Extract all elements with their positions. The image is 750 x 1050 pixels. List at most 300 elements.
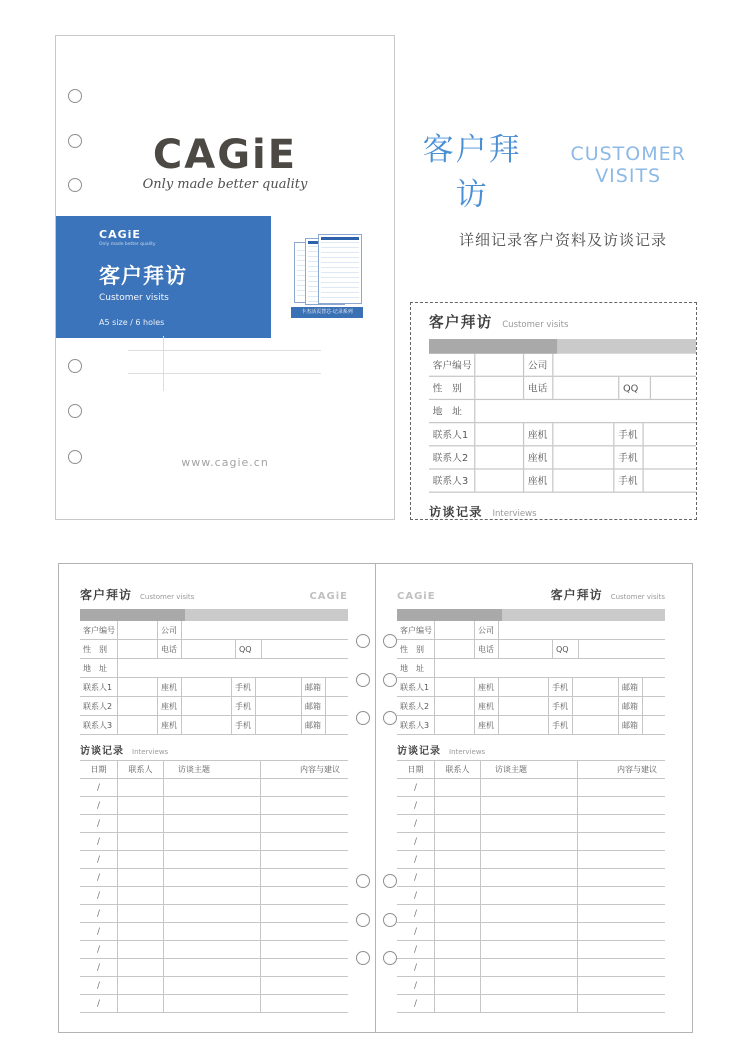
interview-row: [397, 941, 665, 959]
blank-cell: [256, 716, 302, 734]
field-label-contact2: 联系人2: [80, 697, 118, 715]
form-row-customer: [80, 621, 348, 640]
interviews-title-zh: 访谈记录: [397, 746, 441, 757]
form-preview-box: [410, 302, 697, 520]
field-label-company: 公司: [158, 621, 182, 639]
field-label-mobile: 手机: [549, 716, 573, 734]
interview-table: [80, 760, 348, 1013]
blank-cell: [164, 779, 261, 796]
blank-cell: [435, 697, 475, 715]
binder-hole: [68, 359, 82, 373]
interview-row: [80, 923, 348, 941]
blank-cell: [435, 923, 481, 940]
field-label-company: 公司: [475, 621, 499, 639]
blank-cell: [435, 887, 481, 904]
date-slash: /: [397, 833, 435, 850]
field-label-mobile: 手机: [232, 716, 256, 734]
form-sheet-right: [397, 586, 665, 1013]
headline-subtitle: 详细记录客户资料及访谈记录: [458, 231, 667, 249]
blank-cell: [579, 640, 665, 658]
field-label-email: 邮箱: [619, 678, 643, 696]
blank-cell: [578, 815, 665, 832]
blank-cell: [435, 851, 481, 868]
blank-cell: [435, 815, 481, 832]
interview-row: [80, 851, 348, 869]
interview-row: [80, 941, 348, 959]
col-header-topic: 访谈主题: [164, 761, 261, 778]
blank-cell: [118, 833, 164, 850]
blank-cell: [481, 941, 578, 958]
form-row-contact3: [429, 470, 697, 493]
banner-brand-logo: CAGiE: [99, 228, 141, 241]
blank-cell: [118, 887, 164, 904]
col-header-date: 日期: [80, 761, 118, 778]
blank-cell: [651, 377, 697, 399]
blank-cell: [499, 640, 553, 658]
interview-row: [397, 779, 665, 797]
blank-cell: [578, 977, 665, 994]
blank-cell: [118, 995, 164, 1012]
field-label-customer-no: 客户编号: [397, 621, 435, 639]
blank-cell: [481, 869, 578, 886]
blank-cell: [326, 697, 348, 715]
date-slash: /: [397, 995, 435, 1012]
refill-pages-thumbnail: [291, 233, 363, 323]
blank-cell: [578, 995, 665, 1012]
blank-cell: [164, 923, 261, 940]
blank-cell: [481, 815, 578, 832]
blank-cell: [481, 833, 578, 850]
field-label-contact1: 联系人1: [80, 678, 118, 696]
interview-row: [397, 977, 665, 995]
blank-cell: [435, 995, 481, 1012]
date-slash: /: [397, 959, 435, 976]
blank-cell: [644, 446, 697, 468]
col-header-contact: 联系人: [435, 761, 481, 778]
sheet-title-zh: 客户拜访: [429, 313, 493, 331]
blank-cell: [553, 470, 614, 492]
field-label-email: 邮箱: [302, 716, 326, 734]
interviews-title-en: Interviews: [492, 508, 537, 519]
field-label-mobile: 手机: [232, 678, 256, 696]
blank-cell: [578, 833, 665, 850]
interview-row: [80, 869, 348, 887]
blank-cell: [481, 995, 578, 1012]
date-slash: /: [80, 941, 118, 958]
blank-cell: [164, 959, 261, 976]
col-header-date: 日期: [397, 761, 435, 778]
cover-guide-line: [128, 373, 321, 374]
blank-cell: [182, 697, 232, 715]
date-slash: /: [397, 779, 435, 796]
blank-cell: [553, 423, 614, 445]
col-header-content: 内容与建议: [300, 765, 340, 774]
blank-cell: [475, 470, 524, 492]
binder-hole: [383, 711, 397, 725]
col-header-topic: 访谈主题: [481, 761, 578, 778]
field-label-gender: 性 别: [397, 640, 435, 658]
blank-cell: [164, 977, 261, 994]
date-slash: /: [397, 977, 435, 994]
blank-cell: [256, 678, 302, 696]
interview-row: [80, 977, 348, 995]
blank-cell: [481, 851, 578, 868]
date-slash: /: [80, 905, 118, 922]
blank-cell: [262, 640, 348, 658]
field-label-landline: 座机: [158, 716, 182, 734]
blank-cell: [118, 815, 164, 832]
form-row-contact2: [429, 446, 697, 469]
blank-cell: [164, 815, 261, 832]
blank-cell: [261, 815, 348, 832]
field-label-contact2: 联系人2: [429, 446, 475, 468]
blank-cell: [435, 941, 481, 958]
blank-cell: [261, 905, 348, 922]
blank-cell: [553, 354, 697, 376]
form-row-contact1: [429, 423, 697, 446]
thumb-badge: 卡杰活页替芯·记录系列: [291, 307, 363, 318]
headline-title-en: CUSTOMER VISITS: [570, 143, 686, 187]
blank-cell: [578, 959, 665, 976]
thumb-page-lines: [321, 242, 359, 301]
blank-cell: [118, 716, 158, 734]
blank-cell: [182, 640, 236, 658]
binder-hole: [356, 673, 370, 687]
binder-hole: [383, 874, 397, 888]
field-label-gender: 性 别: [429, 377, 475, 399]
interviews-header: [397, 742, 665, 755]
binder-hole: [68, 404, 82, 418]
blank-cell: [475, 400, 697, 422]
binder-hole: [68, 89, 82, 103]
blank-cell: [118, 869, 164, 886]
blank-cell: [118, 851, 164, 868]
interview-table-header: [80, 761, 348, 779]
sheet-header: [80, 586, 348, 600]
blank-cell: [164, 941, 261, 958]
form-row-customer: [397, 621, 665, 640]
field-label-phone: 电话: [524, 377, 553, 399]
banner-spec: A5 size / 6 holes: [99, 318, 165, 327]
cover-banner: [56, 216, 271, 338]
form-row-contact3: [397, 716, 665, 735]
banner-title-en: Customer visits: [99, 293, 169, 303]
date-slash: /: [80, 851, 118, 868]
blank-cell: [118, 905, 164, 922]
form-row-contact1: [80, 678, 348, 697]
blank-cell: [118, 697, 158, 715]
blank-cell: [475, 423, 524, 445]
blank-cell: [578, 941, 665, 958]
date-slash: /: [80, 797, 118, 814]
blank-cell: [118, 797, 164, 814]
interview-table-body: [397, 779, 665, 1013]
sheet-title-zh: 客户拜访: [550, 588, 603, 602]
date-slash: /: [80, 887, 118, 904]
blank-cell: [118, 621, 158, 639]
blank-cell: [481, 797, 578, 814]
sheet-brand-logo: CAGiE: [309, 591, 348, 602]
field-label-landline: 座机: [524, 470, 553, 492]
interview-row: [80, 815, 348, 833]
blank-cell: [435, 869, 481, 886]
form-header-bar: [429, 339, 697, 354]
thumb-page-header: [321, 237, 359, 240]
date-slash: /: [397, 887, 435, 904]
blank-cell: [261, 995, 348, 1012]
form-row-gender: [429, 377, 697, 400]
blank-cell: [499, 678, 549, 696]
blank-cell: [481, 887, 578, 904]
interview-row: [397, 905, 665, 923]
blank-cell: [261, 779, 348, 796]
sheet-title-group: [80, 586, 194, 603]
blank-cell: [256, 697, 302, 715]
date-slash: /: [80, 977, 118, 994]
banner-title-zh: 客户拜访: [99, 264, 187, 288]
date-slash: /: [80, 923, 118, 940]
field-label-qq: QQ: [553, 640, 579, 658]
blank-cell: [499, 697, 549, 715]
field-label-address: 地 址: [429, 400, 475, 422]
form-header-bar-dark: [397, 609, 502, 621]
blank-cell: [475, 446, 524, 468]
thumb-page: [318, 234, 362, 304]
interviews-header: [429, 501, 697, 520]
date-slash: /: [397, 815, 435, 832]
blank-cell: [182, 678, 232, 696]
brand-logo: CAGiE: [152, 132, 298, 178]
blank-cell: [475, 354, 524, 376]
blank-cell: [435, 779, 481, 796]
notebook-cover: [55, 35, 395, 520]
date-slash: /: [80, 869, 118, 886]
col-header-contact: 联系人: [118, 761, 164, 778]
blank-cell: [573, 678, 619, 696]
field-label-contact3: 联系人3: [397, 716, 435, 734]
interview-row: [397, 995, 665, 1013]
binder-hole: [383, 634, 397, 648]
field-label-qq: QQ: [236, 640, 262, 658]
field-label-landline: 座机: [524, 446, 553, 468]
interviews-title-en: Interviews: [132, 748, 169, 756]
blank-cell: [553, 446, 614, 468]
blank-cell: [481, 959, 578, 976]
sheet-brand-logo: CAGiE: [397, 591, 436, 602]
col-header-content: 内容与建议: [617, 765, 657, 774]
blank-cell: [118, 779, 164, 796]
blank-cell: [261, 869, 348, 886]
blank-cell: [435, 678, 475, 696]
blank-cell: [261, 923, 348, 940]
field-label-mobile: 手机: [549, 697, 573, 715]
interview-row: [397, 869, 665, 887]
date-slash: /: [397, 941, 435, 958]
field-label-contact3: 联系人3: [429, 470, 475, 492]
interview-row: [80, 887, 348, 905]
field-label-email: 邮箱: [302, 678, 326, 696]
field-label-landline: 座机: [524, 423, 553, 445]
blank-cell: [573, 697, 619, 715]
form-row-contact1: [397, 678, 665, 697]
field-label-landline: 座机: [158, 678, 182, 696]
blank-cell: [164, 851, 261, 868]
blank-cell: [578, 779, 665, 796]
field-label-email: 邮箱: [619, 697, 643, 715]
blank-cell: [435, 833, 481, 850]
interviews-title-zh: 访谈记录: [80, 746, 124, 757]
form-page-left: [58, 563, 376, 1033]
interview-row: [80, 833, 348, 851]
blank-cell: [578, 905, 665, 922]
interview-table: [397, 760, 665, 1013]
blank-cell: [643, 697, 665, 715]
form-row-address: [397, 659, 665, 678]
banner-brand-tagline: Only made better quality: [99, 242, 156, 247]
blank-cell: [644, 470, 697, 492]
blank-cell: [578, 887, 665, 904]
blank-cell: [164, 887, 261, 904]
interview-row: [397, 797, 665, 815]
field-label-mobile: 手机: [232, 697, 256, 715]
field-label-customer-no: 客户编号: [80, 621, 118, 639]
form-header-bar: [80, 609, 348, 621]
form-sheet-left: [80, 586, 348, 1013]
blank-cell: [481, 977, 578, 994]
date-slash: /: [80, 959, 118, 976]
field-label-landline: 座机: [475, 678, 499, 696]
blank-cell: [435, 640, 475, 658]
field-label-contact1: 联系人1: [397, 678, 435, 696]
field-label-phone: 电话: [158, 640, 182, 658]
interview-table-body: [80, 779, 348, 1013]
blank-cell: [118, 678, 158, 696]
interview-table-header: [397, 761, 665, 779]
form-page-right: [375, 563, 693, 1033]
blank-cell: [475, 377, 524, 399]
interviews-header: [80, 742, 348, 755]
field-label-mobile: 手机: [614, 446, 643, 468]
blank-cell: [326, 678, 348, 696]
blank-cell: [435, 659, 665, 677]
blank-cell: [643, 678, 665, 696]
blank-cell: [261, 887, 348, 904]
blank-cell: [643, 716, 665, 734]
blank-cell: [578, 869, 665, 886]
blank-cell: [118, 923, 164, 940]
field-label-landline: 座机: [475, 716, 499, 734]
blank-cell: [261, 977, 348, 994]
blank-cell: [578, 797, 665, 814]
interviews-title-en: Interviews: [449, 748, 486, 756]
sheet-title-zh: 客户拜访: [80, 588, 133, 602]
sheet-header: [397, 586, 665, 600]
blank-cell: [499, 716, 549, 734]
interview-row: [397, 923, 665, 941]
blank-cell: [182, 621, 348, 639]
blank-cell: [481, 905, 578, 922]
form-row-gender: [397, 640, 665, 659]
blank-cell: [435, 905, 481, 922]
blank-cell: [435, 959, 481, 976]
date-slash: /: [397, 869, 435, 886]
blank-cell: [326, 716, 348, 734]
sheet-title-group: [429, 311, 568, 332]
form-sheet-preview: [429, 311, 697, 520]
field-label-company: 公司: [524, 354, 553, 376]
blank-cell: [261, 941, 348, 958]
blank-cell: [118, 941, 164, 958]
blank-cell: [573, 716, 619, 734]
blank-cell: [118, 977, 164, 994]
field-label-address: 地 址: [80, 659, 118, 677]
blank-cell: [435, 797, 481, 814]
blank-cell: [644, 423, 697, 445]
date-slash: /: [397, 905, 435, 922]
blank-cell: [435, 621, 475, 639]
blank-cell: [261, 959, 348, 976]
blank-cell: [481, 779, 578, 796]
brand-tagline: Only made better quality: [142, 177, 308, 192]
interview-row: [80, 995, 348, 1013]
field-label-phone: 电话: [475, 640, 499, 658]
field-label-qq: QQ: [619, 377, 651, 399]
headline-block: [412, 124, 714, 250]
cover-guide-line: [163, 336, 164, 391]
interview-row: [80, 797, 348, 815]
field-label-mobile: 手机: [614, 423, 643, 445]
blank-cell: [578, 923, 665, 940]
field-label-mobile: 手机: [549, 678, 573, 696]
date-slash: /: [80, 995, 118, 1012]
blank-cell: [164, 797, 261, 814]
field-label-email: 邮箱: [619, 716, 643, 734]
sheet-title-en: Customer visits: [610, 593, 665, 601]
blank-cell: [261, 797, 348, 814]
blank-cell: [578, 851, 665, 868]
sheet-title-en: Customer visits: [140, 593, 195, 601]
sheet-header: [429, 311, 697, 331]
binder-hole: [383, 673, 397, 687]
interview-row: [397, 959, 665, 977]
form-row-gender: [80, 640, 348, 659]
cover-website: www.cagie.cn: [181, 456, 269, 469]
blank-cell: [435, 977, 481, 994]
binder-hole: [356, 951, 370, 965]
date-slash: /: [397, 923, 435, 940]
interview-row: [80, 959, 348, 977]
page-spread: [58, 563, 694, 1033]
field-label-mobile: 手机: [614, 470, 643, 492]
interview-row: [397, 851, 665, 869]
headline-title-zh: 客户拜访: [422, 132, 522, 213]
field-label-address: 地 址: [397, 659, 435, 677]
date-slash: /: [80, 815, 118, 832]
blank-cell: [261, 851, 348, 868]
blank-cell: [118, 640, 158, 658]
form-row-contact2: [397, 697, 665, 716]
sheet-title-en: Customer visits: [502, 319, 569, 330]
blank-cell: [118, 959, 164, 976]
field-label-contact3: 联系人3: [80, 716, 118, 734]
form-row-address: [80, 659, 348, 678]
field-label-landline: 座机: [475, 697, 499, 715]
interview-row: [397, 887, 665, 905]
blank-cell: [499, 621, 665, 639]
blank-cell: [164, 833, 261, 850]
interviews-title-zh: 访谈记录: [429, 506, 483, 520]
interview-row: [80, 905, 348, 923]
